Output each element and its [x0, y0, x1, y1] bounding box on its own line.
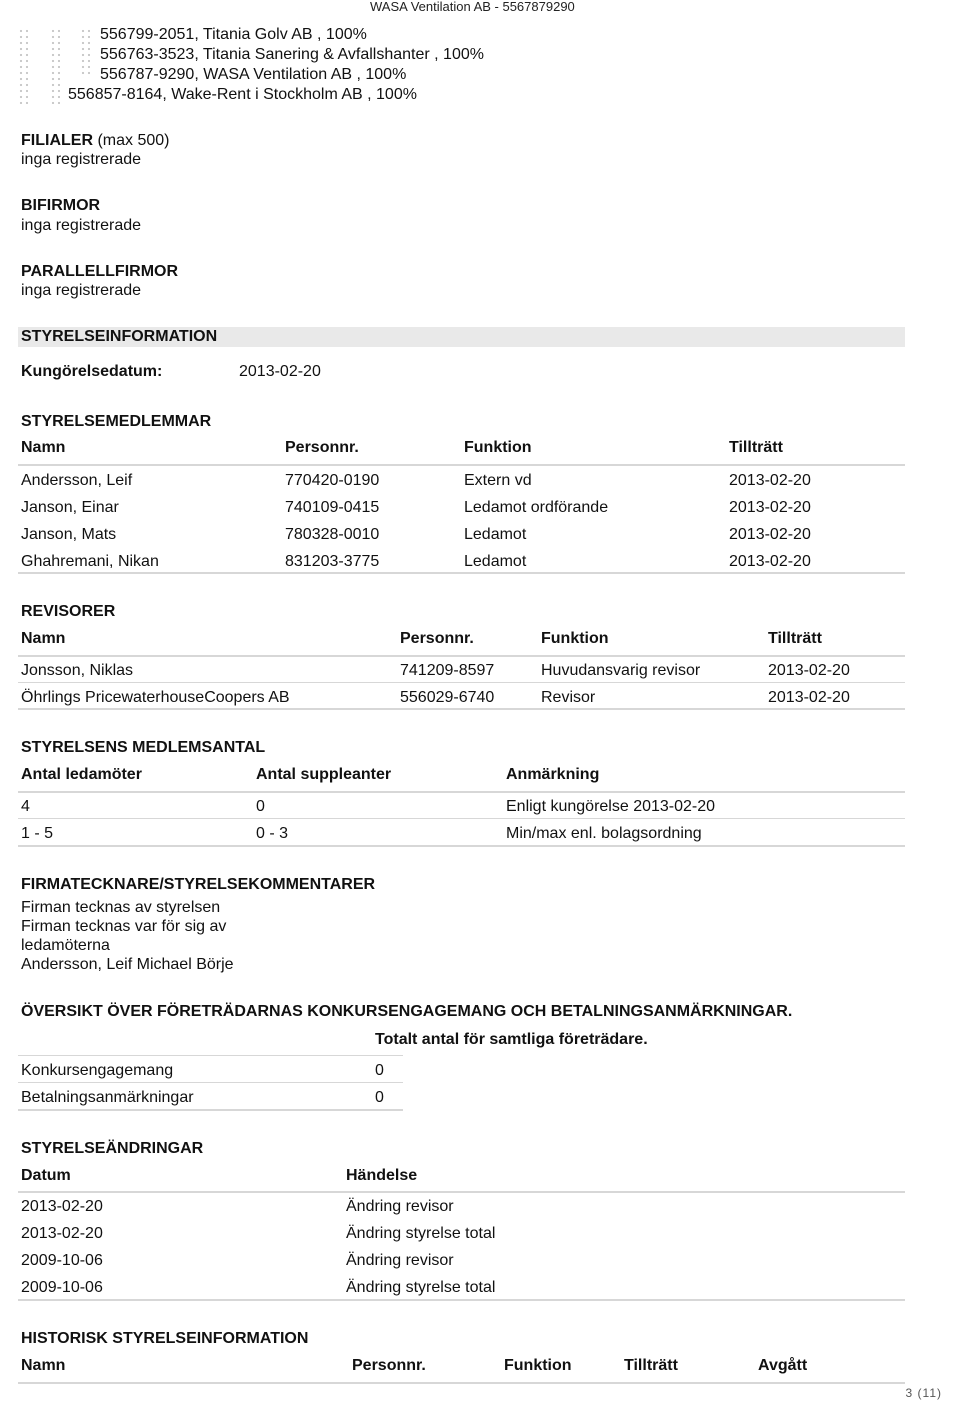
- dotted-decoration: [50, 28, 60, 104]
- owned-company-item: 556857-8164, Wake-Rent i Stockholm AB , 100%: [68, 86, 417, 103]
- member-personnr: 831203-3775: [285, 553, 380, 570]
- owned-company-item: 556799-2051, Titania Golv AB , 100%: [100, 26, 367, 43]
- parallellfirmor-title: PARALLELLFIRMOR: [21, 263, 179, 280]
- oversikt-title: ÖVERSIKT ÖVER FÖRETRÄDARNAS KONKURSENGAGEMANG OCH BETALNINGSANMÄRKNINGAR.: [21, 1003, 793, 1020]
- member-count-value: 4: [21, 798, 30, 815]
- member-funktion: Ledamot: [464, 553, 527, 570]
- bifirmor-title: BIFIRMOR: [21, 197, 101, 214]
- kungorelsedatum-value: 2013-02-20: [239, 363, 321, 380]
- table-rule: [18, 1082, 403, 1083]
- page-number: 3 (11): [905, 1386, 942, 1400]
- member-tilltratt: 2013-02-20: [729, 553, 811, 570]
- owned-company-item: 556763-3523, Titania Sanering & Avfallshanter , 100%: [100, 46, 484, 63]
- table-rule: [18, 818, 905, 819]
- signatory-line: Firman tecknas var för sig av: [21, 918, 227, 935]
- parallellfirmor-value: inga registrerade: [21, 282, 142, 299]
- konkursengagemang-value: 0: [375, 1062, 384, 1079]
- auditor-tilltratt: 2013-02-20: [768, 662, 850, 679]
- dotted-decoration: [80, 28, 90, 78]
- revisorer-title: REVISORER: [21, 603, 116, 620]
- member-count-value: 1 - 5: [21, 825, 54, 842]
- auditor-personnr: 556029-6740: [400, 689, 495, 706]
- remark-value: Min/max enl. bolagsordning: [506, 825, 702, 842]
- column-header-personnr: Personnr.: [352, 1357, 426, 1374]
- medlemsantal-title: STYRELSENS MEDLEMSANTAL: [21, 739, 266, 756]
- change-date: 2013-02-20: [21, 1225, 103, 1242]
- bifirmor-value: inga registrerade: [21, 217, 142, 234]
- change-event: Ändring revisor: [346, 1252, 454, 1269]
- column-header-handelse: Händelse: [346, 1167, 418, 1184]
- change-date: 2009-10-06: [21, 1279, 103, 1296]
- table-rule: [18, 708, 905, 710]
- table-rule: [18, 1109, 403, 1111]
- document-header-title: WASA Ventilation AB - 5567879290: [370, 0, 575, 14]
- table-rule: [18, 1299, 905, 1301]
- table-rule: [18, 655, 905, 657]
- member-tilltratt: 2013-02-20: [729, 499, 811, 516]
- member-funktion: Extern vd: [464, 472, 532, 489]
- styrelseandringar-title: STYRELSEÄNDRINGAR: [21, 1140, 204, 1157]
- signatory-line: ledamöterna: [21, 937, 110, 954]
- filialer-heading: [21, 132, 169, 150]
- auditor-funktion: Revisor: [541, 689, 596, 706]
- column-header-tilltratt: Tillträtt: [729, 439, 783, 456]
- member-personnr: 770420-0190: [285, 472, 380, 489]
- column-header-avgatt: Avgått: [758, 1357, 808, 1374]
- member-name: Ghahremani, Nikan: [21, 553, 159, 570]
- oversikt-subtitle: Totalt antal för samtliga företrädare.: [375, 1031, 648, 1048]
- column-header-tilltratt: Tillträtt: [624, 1357, 678, 1374]
- column-header-funktion: Funktion: [504, 1357, 572, 1374]
- owned-company-item: 556787-9290, WASA Ventilation AB , 100%: [100, 66, 407, 83]
- column-header-namn: Namn: [21, 1357, 66, 1374]
- table-rule: [18, 572, 905, 574]
- betalningsanmarkningar-label: Betalningsanmärkningar: [21, 1089, 194, 1106]
- column-header-funktion: Funktion: [541, 630, 609, 647]
- auditor-name: Jonsson, Niklas: [21, 662, 134, 679]
- table-rule: [18, 1191, 905, 1193]
- member-personnr: 780328-0010: [285, 526, 380, 543]
- column-header-anmarkning: Anmärkning: [506, 766, 600, 783]
- member-name: Janson, Mats: [21, 526, 117, 543]
- column-header-namn: Namn: [21, 439, 66, 456]
- column-header-namn: Namn: [21, 630, 66, 647]
- filialer-title: FILIALER: [21, 132, 93, 149]
- member-name: Andersson, Leif: [21, 472, 133, 489]
- signatory-line: Andersson, Leif Michael Börje: [21, 956, 234, 973]
- auditor-funktion: Huvudansvarig revisor: [541, 662, 701, 679]
- historisk-title: HISTORISK STYRELSEINFORMATION: [21, 1330, 309, 1347]
- column-header-personnr: Personnr.: [400, 630, 474, 647]
- change-event: Ändring styrelse total: [346, 1279, 496, 1296]
- filialer-suffix: (max 500): [93, 132, 170, 149]
- column-header-tilltratt: Tillträtt: [768, 630, 822, 647]
- change-date: 2009-10-06: [21, 1252, 103, 1269]
- member-name: Janson, Einar: [21, 499, 119, 516]
- table-rule: [18, 682, 905, 683]
- auditor-tilltratt: 2013-02-20: [768, 689, 850, 706]
- column-header-personnr: Personnr.: [285, 439, 359, 456]
- remark-value: Enligt kungörelse 2013-02-20: [506, 798, 716, 815]
- styrelsemedlemmar-title: STYRELSEMEDLEMMAR: [21, 413, 212, 430]
- betalningsanmarkningar-value: 0: [375, 1089, 384, 1106]
- styrelseinformation-title: STYRELSEINFORMATION: [21, 328, 218, 345]
- deputy-count-value: 0: [256, 798, 265, 815]
- column-header-antal-ledamoter: Antal ledamöter: [21, 766, 142, 783]
- table-rule: [18, 791, 905, 793]
- konkursengagemang-label: Konkursengagemang: [21, 1062, 174, 1079]
- table-rule: [18, 464, 905, 466]
- column-header-datum: Datum: [21, 1167, 71, 1184]
- dotted-decoration: [18, 28, 28, 104]
- deputy-count-value: 0 - 3: [256, 825, 289, 842]
- member-funktion: Ledamot: [464, 526, 527, 543]
- change-event: Ändring revisor: [346, 1198, 454, 1215]
- kungorelsedatum-label: Kungörelsedatum:: [21, 363, 163, 380]
- column-header-funktion: Funktion: [464, 439, 532, 456]
- change-event: Ändring styrelse total: [346, 1225, 496, 1242]
- auditor-name: Öhrlings PricewaterhouseCoopers AB: [21, 689, 290, 706]
- member-tilltratt: 2013-02-20: [729, 526, 811, 543]
- change-date: 2013-02-20: [21, 1198, 103, 1215]
- member-funktion: Ledamot ordförande: [464, 499, 609, 516]
- firmatecknare-title: FIRMATECKNARE/STYRELSEKOMMENTARER: [21, 876, 376, 893]
- filialer-value: inga registrerade: [21, 151, 142, 168]
- member-personnr: 740109-0415: [285, 499, 380, 516]
- member-tilltratt: 2013-02-20: [729, 472, 811, 489]
- auditor-personnr: 741209-8597: [400, 662, 495, 679]
- table-rule: [18, 1055, 403, 1056]
- column-header-antal-suppleanter: Antal suppleanter: [256, 766, 392, 783]
- table-rule: [18, 845, 905, 847]
- signatory-line: Firman tecknas av styrelsen: [21, 899, 221, 916]
- table-rule: [18, 1382, 905, 1384]
